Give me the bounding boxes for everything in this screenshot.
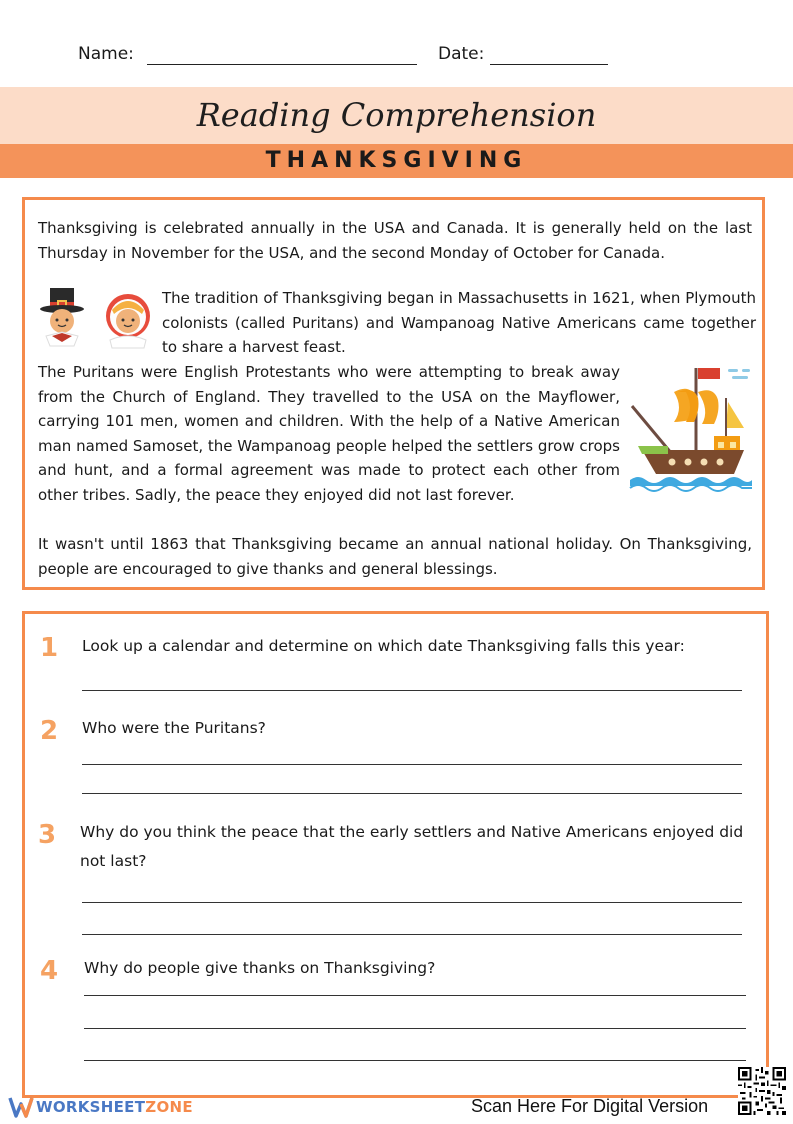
answer-line-3a[interactable] (82, 902, 742, 903)
qr-code-icon[interactable] (738, 1067, 786, 1115)
question-4-text: Why do people give thanks on Thanksgiving? (84, 959, 436, 977)
date-label: Date: (438, 44, 485, 64)
brand-name-part-1: WORKSHEET (36, 1098, 146, 1116)
name-date-row (0, 44, 793, 74)
name-field[interactable] (147, 64, 417, 65)
question-number-4: 4 (40, 956, 59, 986)
passage-paragraph-3: The Puritans were English Protestants who were attempting to break away from the Church of England. They travelled to the USA on the Mayflower, carrying 101 men, women and children. With the help of a Native American man named Samoset, the Wampanoag people helped the settlers grow crops and hunt, and a formal agreement was made to protect each other from other tribes. Sadly, the peace they enjoyed did not last forever. (38, 363, 620, 504)
page-subtitle: THANKSGIVING (265, 148, 528, 173)
question-1-text: Look up a calendar and determine on which date Thanksgiving falls this year: (82, 637, 685, 655)
answer-line-4b[interactable] (84, 1028, 746, 1029)
answer-line-2a[interactable] (82, 764, 742, 765)
answer-line-4c[interactable] (84, 1060, 746, 1061)
mayflower-ship-icon (628, 362, 752, 494)
answer-line-2b[interactable] (82, 793, 742, 794)
answer-line-1a[interactable] (82, 690, 742, 691)
question-2-text: Who were the Puritans? (82, 719, 266, 737)
date-field[interactable] (490, 64, 608, 65)
passage-paragraph-2: The tradition of Thanksgiving began in Massachusetts in 1621, when Plymouth colonists (called Puritans) and Wampanoag Native Americans came together to share a harvest feast. (162, 289, 756, 356)
answer-line-3b[interactable] (82, 934, 742, 935)
question-number-1: 1 (40, 633, 59, 663)
question-number-2: 2 (40, 716, 59, 746)
passage-paragraph-4: It wasn't until 1863 that Thanksgiving became an annual national holiday. On Thanksgiving, people are encouraged to give thanks and general blessings. (38, 535, 752, 578)
worksheetzone-logo-icon (8, 1094, 34, 1120)
pilgrim-man-icon (38, 288, 86, 350)
brand-name (36, 1098, 193, 1116)
pilgrim-woman-icon (102, 288, 154, 350)
question-3-text: Why do you think the peace that the early settlers and Native Americans enjoyed did not last? (80, 823, 744, 870)
passage-paragraph-1: Thanksgiving is celebrated annually in the USA and Canada. It is generally held on the last Thursday in November for the USA, and the second Monday of October for Canada. (38, 219, 752, 262)
answer-line-4a[interactable] (84, 995, 746, 996)
scan-caption: Scan Here For Digital Version (471, 1096, 709, 1116)
question-number-3: 3 (38, 820, 57, 850)
brand-name-part-2: ZONE (145, 1098, 193, 1116)
page-title: Reading Comprehension (196, 96, 597, 134)
name-label: Name: (78, 44, 134, 64)
